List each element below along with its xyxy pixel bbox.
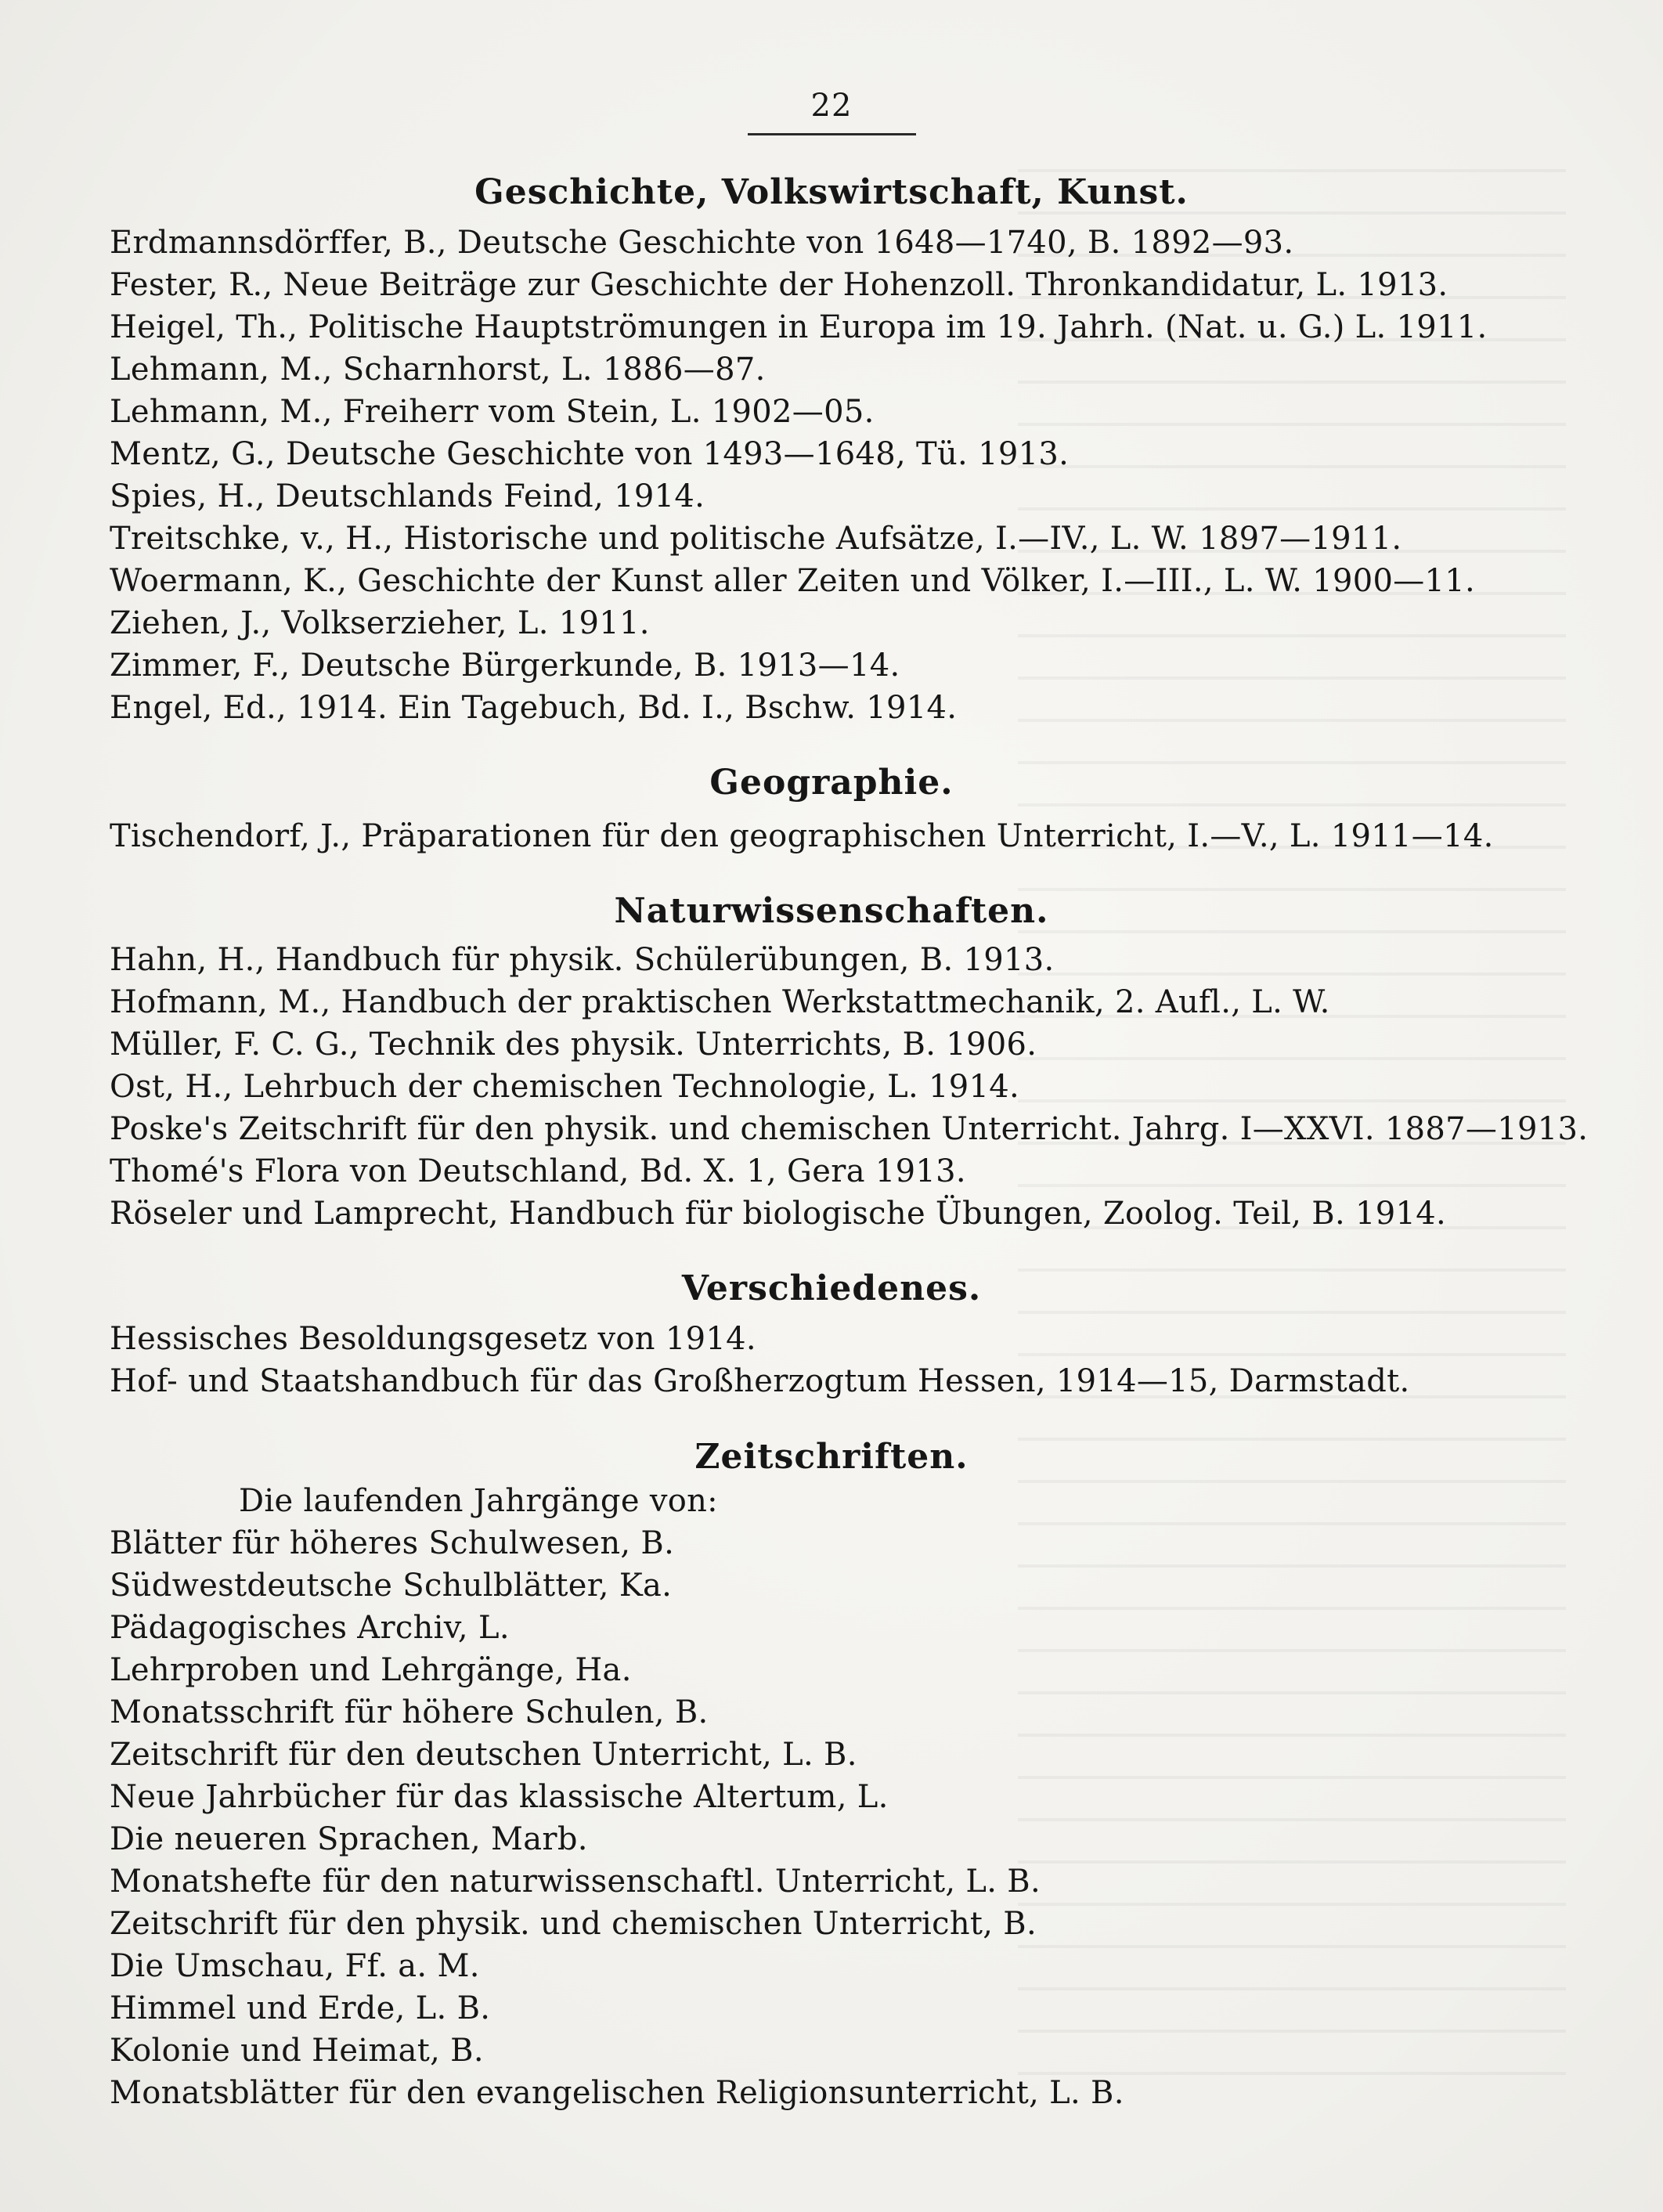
section-heading-naturwissenschaften: Naturwissenschaften. [614, 891, 1049, 931]
bibliography-entry: Hofmann, M., Handbuch der praktischen Werkstattmechanik, 2. Aufl., L. W. [110, 984, 1330, 1020]
periodical-entry: Monatsblätter für den evangelischen Religionsunterricht, L. B. [110, 2075, 1124, 2111]
bibliography-entry: Müller, F. C. G., Technik des physik. Unterrichts, B. 1906. [110, 1027, 1037, 1063]
periodical-entry: Südwestdeutsche Schulblätter, Ka. [110, 1568, 673, 1604]
bibliography-entry: Hahn, H., Handbuch für physik. Schülerübungen, B. 1913. [110, 942, 1055, 978]
bibliography-entry: Spies, H., Deutschlands Feind, 1914. [110, 478, 705, 514]
section-heading-zeitschriften: Zeitschriften. [694, 1437, 969, 1477]
periodical-entry: Himmel und Erde, L. B. [110, 1990, 491, 2026]
bibliography-entry: Erdmannsdörffer, B., Deutsche Geschichte von 1648—1740, B. 1892—93. [110, 225, 1294, 261]
section-intro: Die laufenden Jahrgänge von: [239, 1483, 718, 1519]
periodical-entry: Lehrproben und Lehrgänge, Ha. [110, 1652, 632, 1688]
periodical-entry: Die Umschau, Ff. a. M. [110, 1948, 480, 1984]
bibliography-entry: Mentz, G., Deutsche Geschichte von 1493—1648, Tü. 1913. [110, 436, 1070, 472]
bibliography-entry: Lehmann, M., Scharnhorst, L. 1886—87. [110, 352, 766, 388]
section-heading-geographie: Geographie. [709, 763, 954, 803]
page-number: 22 [810, 88, 853, 124]
bibliography-entry: Engel, Ed., 1914. Ein Tagebuch, Bd. I., Bschw. 1914. [110, 690, 958, 726]
bibliography-entry: Treitschke, v., H., Historische und politische Aufsätze, I.—IV., L. W. 1897—1911. [110, 521, 1402, 557]
periodical-entry: Die neueren Sprachen, Marb. [110, 1821, 588, 1857]
bibliography-entry: Hof- und Staatshandbuch für das Großherzogtum Hessen, 1914—15, Darmstadt. [110, 1363, 1410, 1399]
periodical-entry: Blätter für höheres Schulwesen, B. [110, 1525, 675, 1561]
bibliography-entry: Woermann, K., Geschichte der Kunst aller Zeiten und Völker, I.—III., L. W. 1900—11. [110, 563, 1476, 599]
bibliography-entry: Poske's Zeitschrift für den physik. und chemischen Unterricht. Jahrg. I—XXVI. 1887—1913. [110, 1111, 1589, 1147]
periodical-entry: Neue Jahrbücher für das klassische Altertum, L. [110, 1779, 889, 1815]
bibliography-entry: Hessisches Besoldungsgesetz von 1914. [110, 1321, 756, 1357]
section-heading-geschichte: Geschichte, Volkswirtschaft, Kunst. [474, 172, 1189, 212]
periodical-entry: Kolonie und Heimat, B. [110, 2033, 484, 2069]
bibliography-entry: Heigel, Th., Politische Hauptströmungen in Europa im 19. Jahrh. (Nat. u. G.) L. 1911. [110, 309, 1488, 345]
bibliography-entry: Fester, R., Neue Beiträge zur Geschichte der Hohenzoll. Thronkandidatur, L. 1913. [110, 267, 1448, 303]
periodical-entry: Zeitschrift für den deutschen Unterricht, L. B. [110, 1737, 857, 1773]
periodical-entry: Zeitschrift für den physik. und chemischen Unterricht, B. [110, 1906, 1037, 1942]
periodical-entry: Monatshefte für den naturwissenschaftl. Unterricht, L. B. [110, 1864, 1041, 1900]
bibliography-entry: Tischendorf, J., Präparationen für den geographischen Unterricht, I.—V., L. 1911—14. [110, 818, 1494, 854]
bibliography-entry: Thomé's Flora von Deutschland, Bd. X. 1, Gera 1913. [110, 1153, 966, 1189]
bibliography-entry: Ost, H., Lehrbuch der chemischen Technologie, L. 1914. [110, 1069, 1020, 1105]
periodical-entry: Monatsschrift für höhere Schulen, B. [110, 1694, 709, 1730]
bibliography-entry: Ziehen, J., Volkserzieher, L. 1911. [110, 605, 650, 641]
periodical-entry: Pädagogisches Archiv, L. [110, 1610, 510, 1646]
bibliography-entry: Zimmer, F., Deutsche Bürgerkunde, B. 1913—14. [110, 648, 900, 684]
bibliography-entry: Röseler und Lamprecht, Handbuch für biologische Übungen, Zoolog. Teil, B. 1914. [110, 1196, 1446, 1232]
page-number-rule [748, 133, 916, 135]
bibliography-entry: Lehmann, M., Freiherr vom Stein, L. 1902—05. [110, 394, 875, 430]
section-heading-verschiedenes: Verschiedenes. [681, 1268, 982, 1308]
